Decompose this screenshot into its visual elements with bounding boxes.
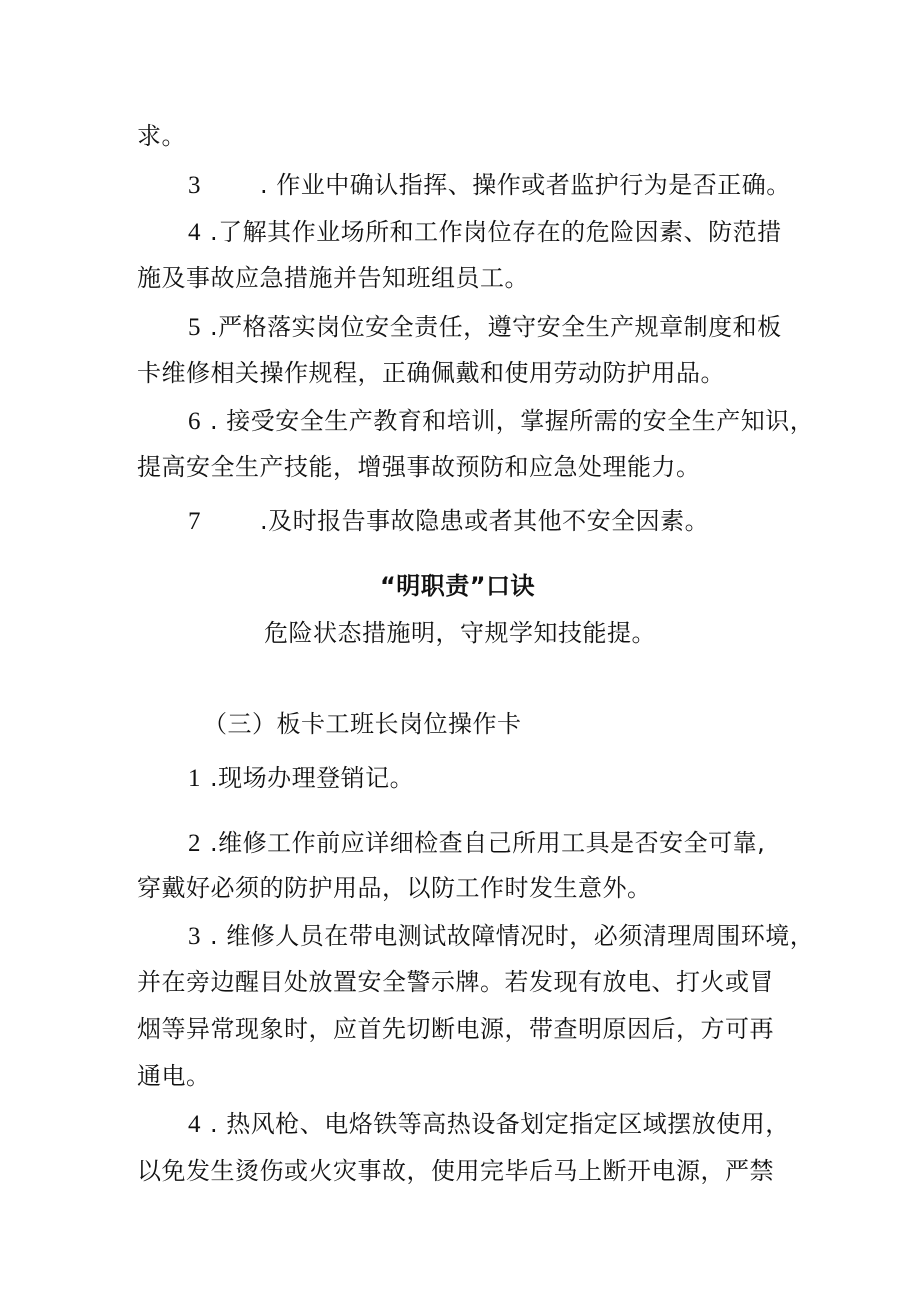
item-number: 6 [188, 408, 201, 435]
item-number: 1 [188, 765, 201, 792]
list-item-3b [188, 920, 814, 953]
item-text: .严格落实岗位安全责任，遵守安全生产规章制度和板 [210, 313, 782, 341]
section-title: （三）板卡工班长岗位操作卡 [203, 710, 522, 738]
list-item-1 [188, 762, 414, 795]
item-text: .了解其作业场所和工作岗位存在的危险因素、防范措 [210, 218, 782, 246]
item-text: .维修工作前应详细检查自己所用工具是否安全可靠, [210, 829, 766, 857]
rhyme-text: 危险状态措施明，守规学知技能提。 [264, 619, 656, 647]
text-line: 穿戴好必须的防护用品，以防工作时发生意外。 [137, 874, 652, 902]
item-text: . 接受安全生产教育和培训，掌握所需的安全生产知识， [210, 407, 815, 435]
list-item-7 [188, 505, 709, 538]
text-line: 施及事故应急措施并告知班组员工。 [137, 264, 529, 292]
text-line: 通电。 [137, 1062, 211, 1090]
item-text: . 维修人员在带电测试故障情况时，必须清理周围环境， [210, 922, 815, 950]
item-number: 5 [188, 314, 201, 341]
item-text: . 热风枪、电烙铁等高热设备划定指定区域摆放使用， [210, 1110, 790, 1138]
item-text: .现场办理登销记。 [210, 764, 415, 792]
list-item-6 [188, 405, 814, 438]
item-number: 3 [188, 923, 201, 950]
text-line: 求。 [137, 122, 186, 150]
rhyme-title: “明职责”口诀 [380, 572, 536, 600]
text-line: 并在旁边醒目处放置安全警示牌。若发现有放电、打火或冒 [137, 968, 774, 996]
list-item-5 [188, 311, 782, 344]
item-number: 2 [188, 830, 201, 857]
item-number: 4 [188, 1111, 201, 1138]
text-line: 烟等异常现象时，应首先切断电源，带查明原因后，方可再 [137, 1015, 774, 1043]
text-line: 提高安全生产技能，增强事故预防和应急处理能力。 [137, 453, 701, 481]
list-item-3 [188, 169, 791, 202]
text-line: 卡维修相关操作规程，正确佩戴和使用劳动防护用品。 [137, 359, 725, 387]
item-number: 7 [188, 508, 201, 535]
item-text: .及时报告事故隐患或者其他不安全因素。 [260, 507, 710, 535]
item-number: 4 [188, 219, 201, 246]
list-item-4b [188, 1108, 790, 1141]
text-line: 以免发生烫伤或火灾事故，使用完毕后马上断开电源，严禁 [137, 1157, 774, 1185]
list-item-2 [188, 827, 765, 860]
item-number: 3 [188, 172, 201, 199]
list-item-4 [188, 216, 782, 249]
item-text: . 作业中确认指挥、操作或者监护行为是否正确。 [260, 171, 791, 199]
